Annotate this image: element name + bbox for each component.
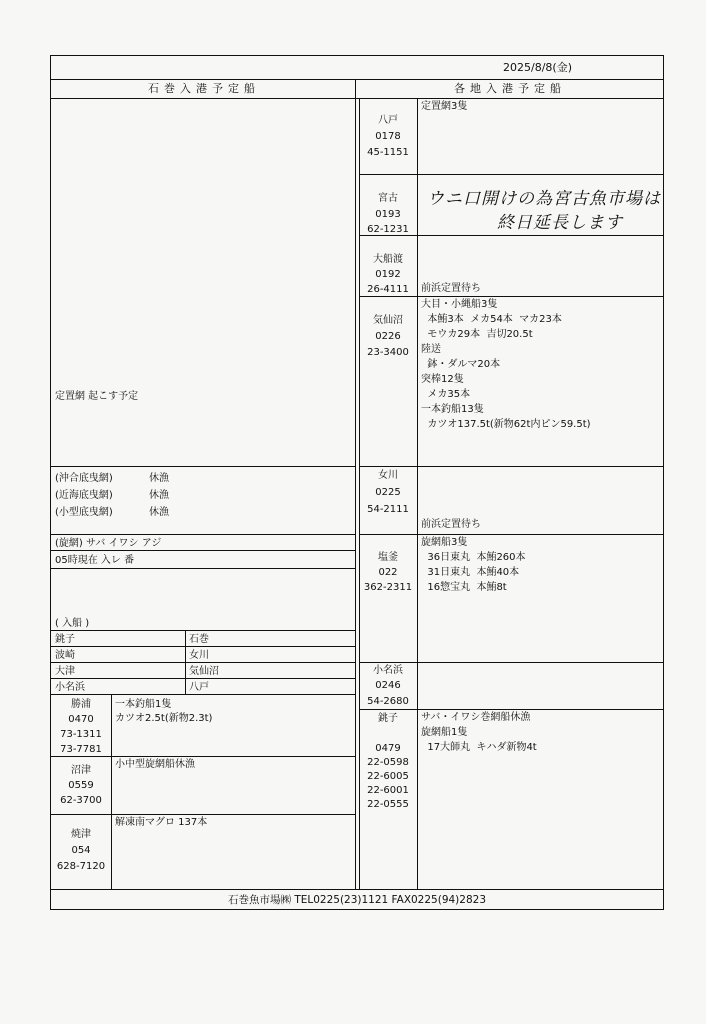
port-bottom-note: 前浜定置待ち bbox=[421, 519, 481, 530]
nyusen-to: 八戸 bbox=[189, 682, 209, 693]
port-line: 突棒12隻 bbox=[421, 374, 464, 385]
divider bbox=[51, 756, 355, 757]
nyusen-label: ( 入船 ) bbox=[55, 618, 90, 629]
port-name: 沼津 bbox=[71, 765, 91, 776]
trawl-name: (近海底曳網) bbox=[55, 490, 113, 501]
port-line: 旋網船1隻 bbox=[421, 727, 468, 738]
divider bbox=[359, 662, 663, 663]
port-line: サバ・イワシ巻網船休漁 bbox=[421, 712, 531, 723]
divider bbox=[51, 630, 355, 631]
port-line: 16惣宝丸 本鮪8t bbox=[421, 582, 507, 593]
divider bbox=[51, 550, 355, 551]
left-header: 石巻入港予定船 bbox=[148, 82, 260, 95]
port-tel: 362-2311 bbox=[363, 582, 413, 593]
divider bbox=[51, 662, 355, 663]
right-header: 各地入港予定船 bbox=[454, 82, 566, 95]
divider bbox=[51, 466, 355, 467]
divider bbox=[51, 646, 355, 647]
trawl-name: (沖合底曳網) bbox=[55, 473, 113, 484]
divider bbox=[185, 630, 186, 694]
port-line: 31日東丸 本鮪40本 bbox=[421, 567, 520, 578]
trawl-status: 休漁 bbox=[149, 507, 169, 518]
divider bbox=[359, 466, 663, 467]
divider bbox=[359, 709, 663, 710]
port-name: 気仙沼 bbox=[373, 315, 403, 326]
port-name: 八戸 bbox=[378, 115, 398, 126]
port-tel: 54-2111 bbox=[367, 504, 409, 515]
port-line: カツオ137.5t(新物62t内ピン59.5t) bbox=[421, 419, 591, 430]
purse-seine: (旋網) サバ イワシ アジ bbox=[55, 538, 162, 549]
port-tel: 23-3400 bbox=[367, 347, 409, 358]
port-tel: 0479 bbox=[375, 743, 401, 754]
port-name: 女川 bbox=[378, 470, 398, 481]
port-line: メカ35本 bbox=[421, 389, 471, 400]
port-tel: 22-6001 bbox=[367, 785, 409, 796]
nyusen-from: 大津 bbox=[55, 666, 75, 677]
port-name: 小名浜 bbox=[373, 665, 403, 676]
port-tel: 628-7120 bbox=[56, 861, 106, 872]
nyusen-from: 銚子 bbox=[55, 634, 75, 645]
port-line: 本鮪3本 メカ54本 マカ23本 bbox=[421, 314, 562, 325]
port-tel: 26-4111 bbox=[367, 284, 409, 295]
divider bbox=[417, 98, 418, 889]
port-tel: 022 bbox=[378, 567, 398, 578]
port-name: 大船渡 bbox=[373, 254, 403, 265]
nyusen-from: 小名浜 bbox=[55, 682, 85, 693]
port-line: 解凍南マグロ 137本 bbox=[115, 817, 208, 828]
port-line: 小中型旋網船休漁 bbox=[115, 759, 195, 770]
port-line: カツオ2.5t(新物2.3t) bbox=[115, 713, 213, 724]
port-tel: 0225 bbox=[375, 487, 401, 498]
port-tel: 0178 bbox=[375, 131, 401, 142]
divider bbox=[359, 174, 663, 175]
divider bbox=[51, 98, 663, 99]
handwritten-note: ウニ口開けの為宮古魚市場は bbox=[427, 189, 661, 209]
port-tel: 0193 bbox=[375, 209, 401, 220]
trawl-status: 休漁 bbox=[149, 490, 169, 501]
port-tel: 0559 bbox=[68, 780, 94, 791]
divider bbox=[355, 79, 356, 889]
port-line: 一本釣船13隻 bbox=[421, 404, 484, 415]
divider bbox=[51, 568, 355, 569]
port-line: 17大師丸 キハダ新物4t bbox=[421, 742, 537, 753]
port-tel: 62-3700 bbox=[60, 795, 102, 806]
nyusen-to: 石巻 bbox=[189, 634, 209, 645]
port-line: 一本釣船1隻 bbox=[115, 699, 172, 710]
report-sheet bbox=[50, 55, 664, 910]
port-name: 銚子 bbox=[378, 713, 398, 724]
port-tel: 22-6005 bbox=[367, 771, 409, 782]
as-of-note: 05時現在 入レ 番 bbox=[55, 555, 135, 566]
port-tel: 054 bbox=[71, 845, 91, 856]
trawl-status: 休漁 bbox=[149, 473, 169, 484]
footer: 石巻魚市場㈱ TEL0225(23)1121 FAX0225(94)2823 bbox=[227, 894, 487, 906]
port-name: 勝浦 bbox=[71, 699, 91, 710]
port-name: 焼津 bbox=[71, 829, 91, 840]
divider bbox=[111, 694, 112, 889]
divider bbox=[51, 534, 355, 535]
nyusen-from: 波崎 bbox=[55, 650, 75, 661]
port-bottom-note: 前浜定置待ち bbox=[421, 283, 481, 294]
port-tel: 0226 bbox=[375, 331, 401, 342]
teichi-note: 定置網 起こす予定 bbox=[55, 391, 139, 402]
port-name: 宮古 bbox=[378, 193, 398, 204]
port-line: 旋網船3隻 bbox=[421, 537, 468, 548]
divider bbox=[359, 296, 663, 297]
port-line: モウカ29本 吉切20.5t bbox=[421, 329, 533, 340]
report-date: 2025/8/8(金) bbox=[503, 61, 572, 74]
port-tel: 73-7781 bbox=[60, 744, 102, 755]
port-line: 大目・小縄船3隻 bbox=[421, 299, 498, 310]
divider bbox=[359, 534, 663, 535]
divider bbox=[51, 694, 355, 695]
port-tel: 0192 bbox=[375, 269, 401, 280]
divider bbox=[51, 678, 355, 679]
trawl-name: (小型底曳網) bbox=[55, 507, 113, 518]
port-tel: 22-0598 bbox=[367, 757, 409, 768]
port-line: 陸送 bbox=[421, 344, 441, 355]
handwritten-note: 終日延長します bbox=[497, 213, 623, 233]
port-name: 塩釜 bbox=[378, 552, 398, 563]
port-tel: 0246 bbox=[375, 680, 401, 691]
port-tel: 54-2680 bbox=[367, 696, 409, 707]
divider bbox=[51, 814, 355, 815]
divider bbox=[51, 889, 663, 890]
port-tel: 22-0555 bbox=[367, 799, 409, 810]
port-tel: 0470 bbox=[68, 714, 94, 725]
port-line: 36日東丸 本鮪260本 bbox=[421, 552, 526, 563]
divider bbox=[51, 79, 663, 80]
port-tel: 45-1151 bbox=[367, 147, 409, 158]
port-line: 鉢・ダルマ20本 bbox=[421, 359, 501, 370]
port-tel: 73-1311 bbox=[60, 729, 102, 740]
nyusen-to: 女川 bbox=[189, 650, 209, 661]
nyusen-to: 気仙沼 bbox=[189, 666, 219, 677]
port-line: 定置網3隻 bbox=[421, 101, 468, 112]
port-tel: 62-1231 bbox=[367, 224, 409, 235]
